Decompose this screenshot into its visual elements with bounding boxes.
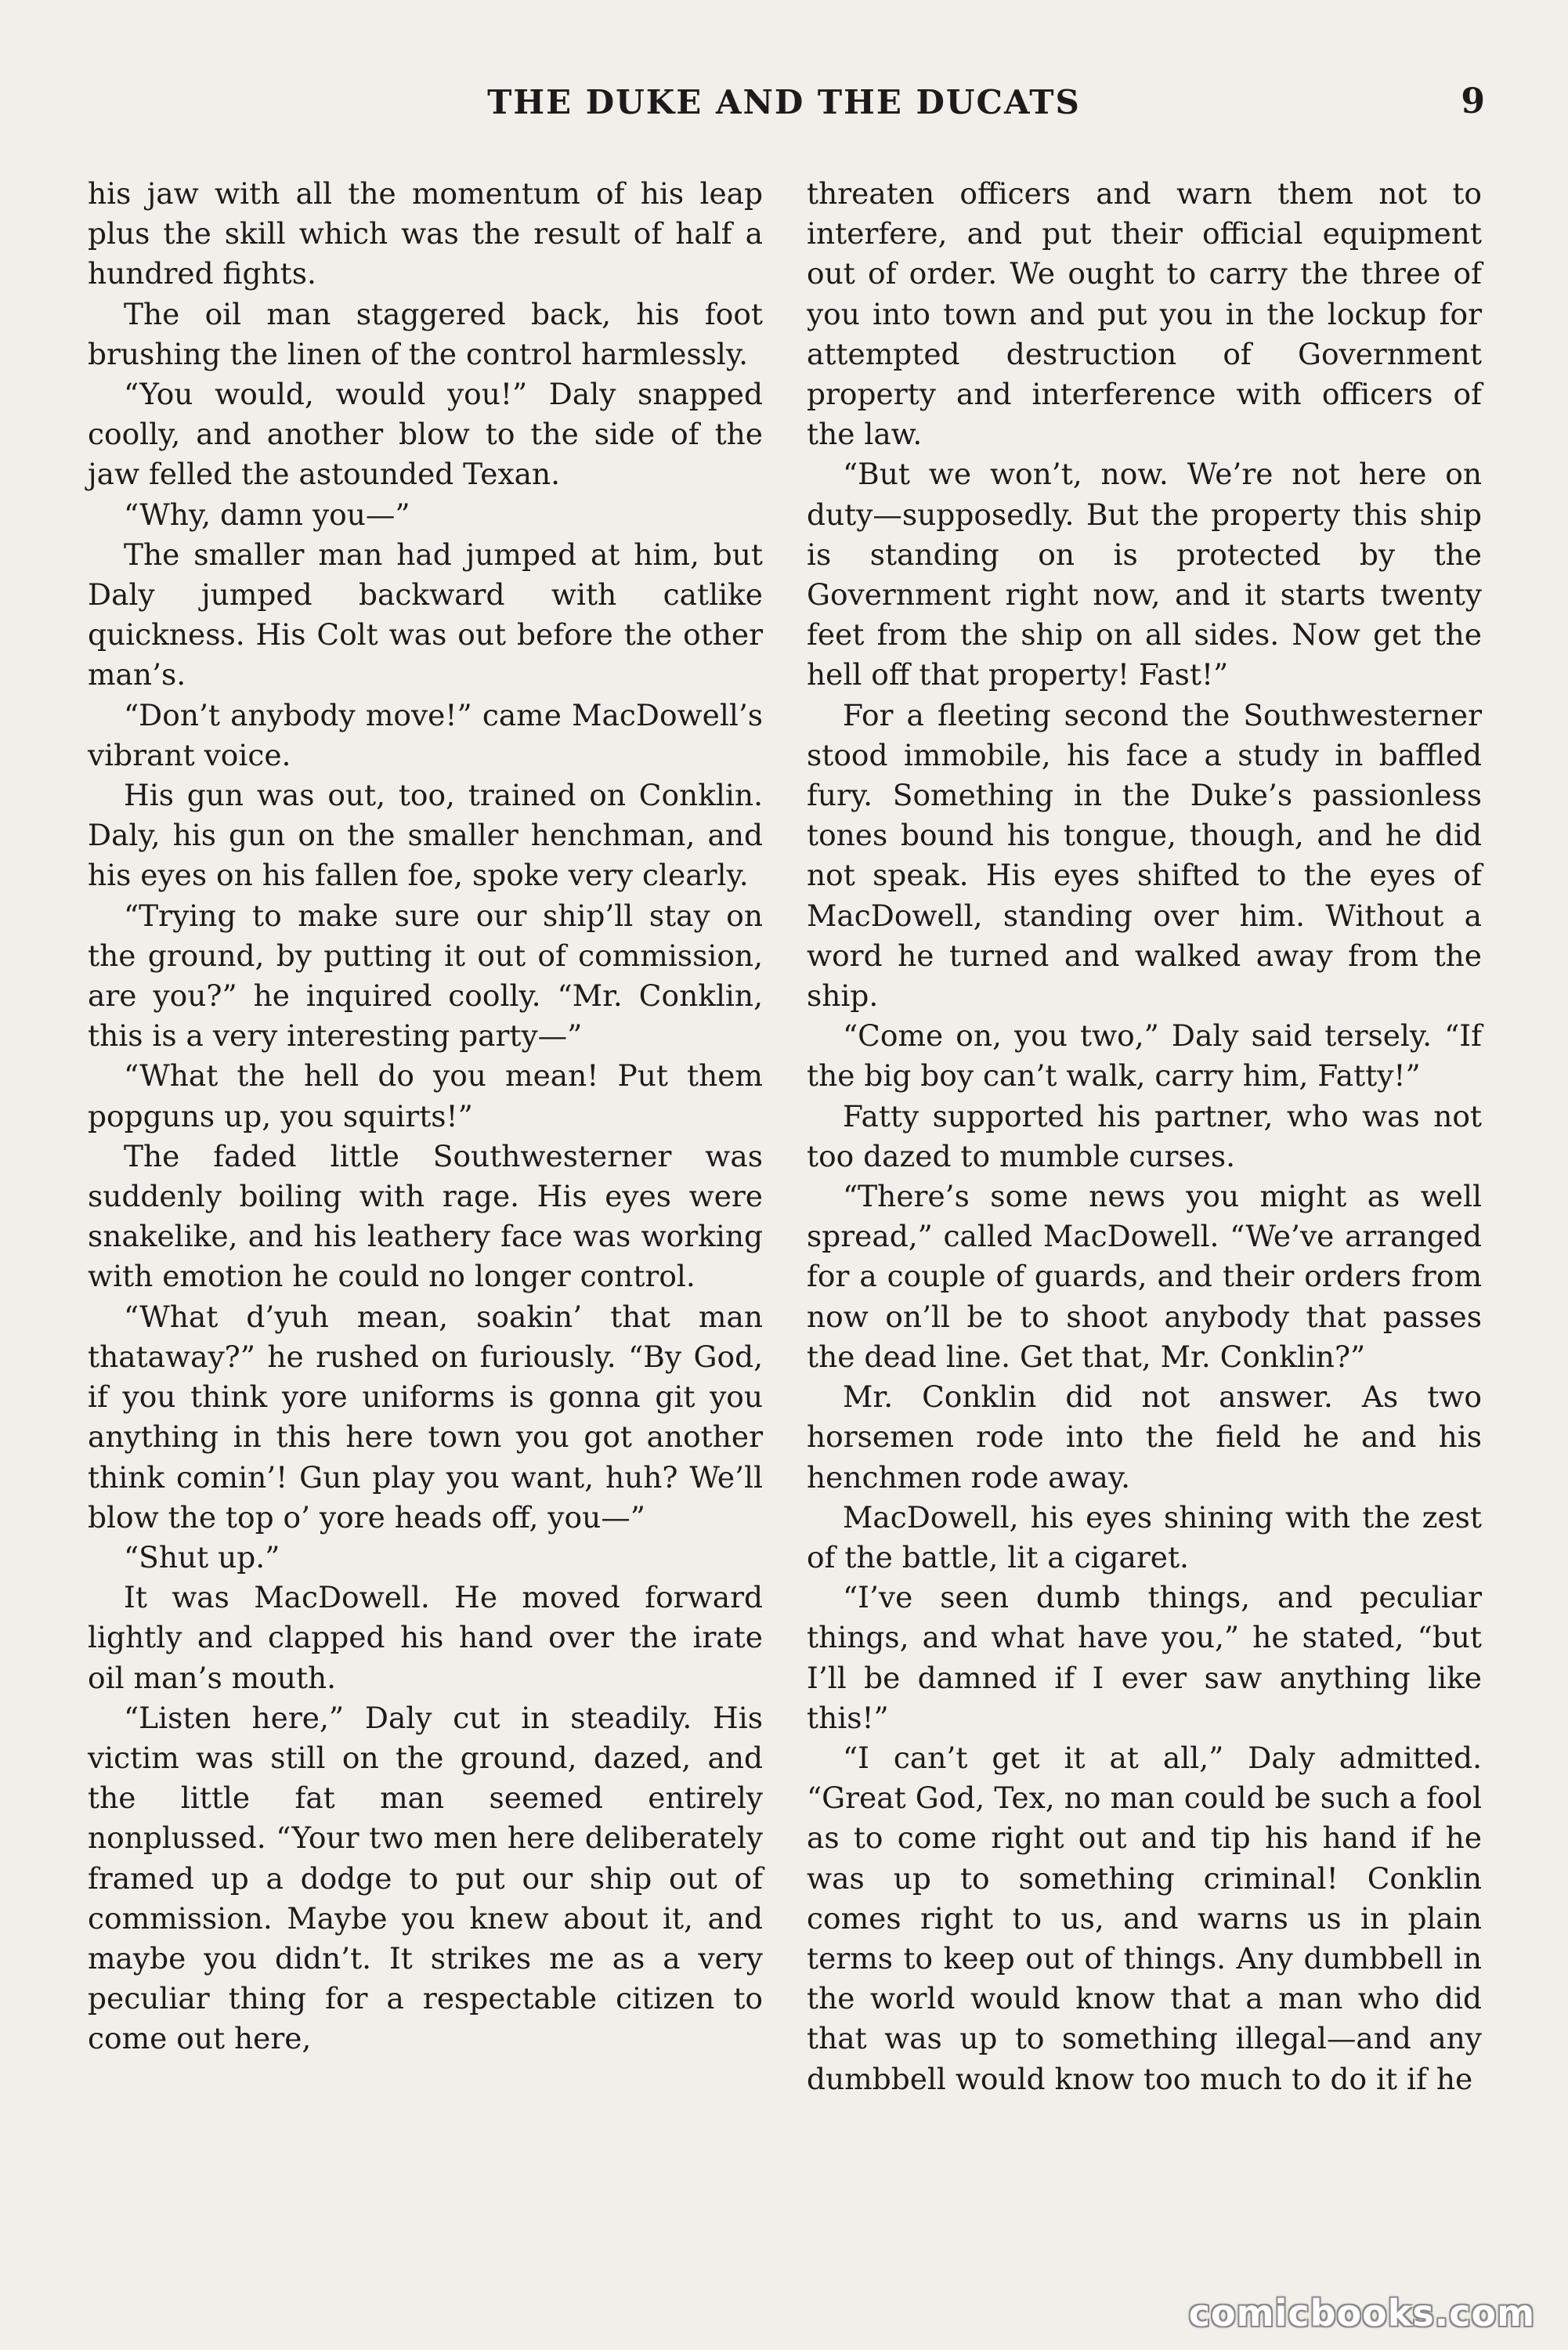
paragraph: “Come on, you two,” Daly said tersely. “If the big boy can’t walk, carry him, Fatty!” [807,1018,1482,1094]
paragraph: The smaller man had jumped at him, but Daly jumped backward with catlike quickness. His Colt was out before the other man’s. [88,537,763,692]
paragraph: “But we won’t, now. We’re not here on duty—supposedly. But the property this ship is standing on is protected by the Government right now, and it starts twenty feet from the ship on all sides. Now get the hell off that property! Fast!” [807,457,1482,692]
paragraph: “Why, damn you—” [124,497,410,532]
paragraph: Mr. Conklin did not answer. As two horsemen rode into the field he and his henchmen rode away. [807,1379,1482,1495]
paragraph: “Trying to make sure our ship’ll stay on the ground, by putting it out of commission, are you?” he inquired coolly. “Mr. Conklin, this is a very interesting party—” [88,898,763,1054]
paragraph: For a fleeting second the Southwesterner stood immobile, his face a study in baffled fury. Something in the Duke’s passionless tones bound his tongue, though, and he did not speak. His eyes shifted to the eyes of MacDowell, standing over him. Without a word he turned and walked away from the ship. [807,697,1482,1014]
paragraph: His gun was out, too, trained on Conklin. Daly, his gun on the smaller henchman, and his eyes on his fallen foe, spoke very clearly. [88,778,763,893]
paragraph: “Listen here,” Daly cut in steadily. His victim was still on the ground, dazed, and the little fat man seemed entirely nonplussed. “Your two men here deliberately framed up a dodge to put our ship out of commission. Maybe you knew about it, and maybe you didn’t. It strikes me as a very peculiar thing for a respectable citizen to come out here, [88,1700,763,2056]
right-column [807,174,1482,2099]
running-title: THE DUKE AND THE DUCATS [487,83,1081,121]
paragraph: threaten officers and warn them not to interfere, and put their official equipment out of order. We ought to carry the three of you into town and put you in the lockup for attempted destruction of Government property and interference with officers of the law. [807,176,1482,452]
paragraph: “Don’t anybody move!” came MacDowell’s vibrant voice. [88,697,763,772]
paragraph: “I’ve seen dumb things, and peculiar things, and what have you,” he stated, “but I’ll be damned if I ever saw anything like this!” [807,1580,1482,1735]
paragraph: “You would, would you!” Daly snapped coolly, and another blow to the side of the jaw felled the astounded Texan. [88,377,763,492]
left-column [88,174,763,2059]
paragraph: It was MacDowell. He moved forward lightly and clapped his hand over the irate oil man’s mouth. [88,1580,763,1695]
paragraph: The oil man staggered back, his foot brushing the linen of the control harmlessly. [88,296,763,371]
paragraph: “What d’yuh mean, soakin’ that man thataway?” he rushed on furiously. “By God, if you think yore uniforms is gonna git you anything in this here town you got another think comin’! Gun play you want, huh? We’ll blow the top o’ yore heads off, you—” [88,1299,763,1535]
site-watermark: comicbooks.com [1188,2292,1535,2334]
paragraph: “What the hell do you mean! Put them popguns up, you squirts!” [88,1058,763,1133]
paragraph: Fatty supported his partner, who was not too dazed to mumble curses. [807,1098,1482,1173]
page-header [0,78,1568,133]
paragraph: “There’s some news you might as well spread,” called MacDowell. “We’ve arranged for a couple of guards, and their orders from now on’ll be to shoot anybody that passes the dead line. Get that, Mr. Conklin?” [807,1179,1482,1374]
paragraph: “I can’t get it at all,” Daly admitted. “Great God, Tex, no man could be such a fool as to come right out and tip his hand if he was up to something criminal! Conklin comes right to us, and warns us in plain terms to keep out of things. Any dumbbell in the world would know that a man who did that was up to something illegal—and any dumbbell would know too much to do it if he [807,1740,1482,2096]
page-number: 9 [1461,81,1485,121]
paragraph: The faded little Southwesterner was suddenly boiling with rage. His eyes were snakelike, and his leathery face was working with emotion he could no longer control. [88,1138,763,1294]
paragraph: MacDowell, his eyes shining with the zest of the battle, lit a cigaret. [807,1499,1482,1574]
paragraph: “Shut up.” [124,1539,280,1574]
paragraph: his jaw with all the momentum of his leap plus the skill which was the result of half a hundred fights. [88,176,763,291]
